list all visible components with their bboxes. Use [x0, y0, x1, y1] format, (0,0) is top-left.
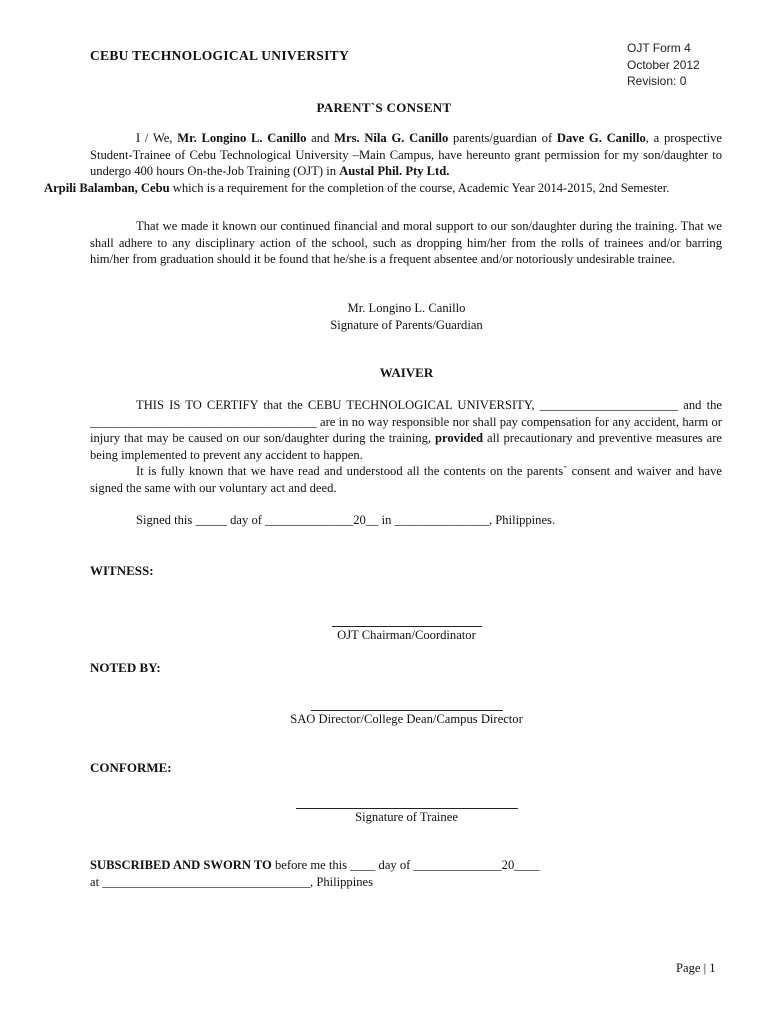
form-date: October 2012 — [627, 57, 700, 72]
text-run: THIS IS TO CERTIFY that the CEBU TECHNOLOGICAL UNIVERSITY, ______________________ and the ____________________________________ are in no way responsible nor shall pay compensation for any accident, harm or injury that may be caused on our son/daughter during the training, — [90, 398, 722, 446]
text-run: parents/guardian of — [448, 131, 557, 145]
emphasis-provided: provided — [435, 431, 484, 446]
noted-role: SAO Director/College Dean/Campus Director — [290, 712, 523, 726]
form-metadata — [627, 40, 700, 90]
signatory-label: Signature of Parents/Guardian — [330, 318, 483, 332]
consent-paragraph-1 — [44, 130, 722, 197]
sworn-line-1 — [90, 858, 539, 873]
mother-name: Mrs. Nila G. Canillo — [334, 131, 449, 145]
student-name: Dave G. Canillo — [556, 131, 646, 145]
text-run: , a prospective Student-Trainee of Cebu Technological University –Main Campus, have hereunto grant permission for my son/daughter to undergo 400 hours On-the-Job Training (OJT) in — [90, 131, 722, 179]
signatory-name: Mr. Longino L. Canillo — [347, 301, 466, 315]
text-run: which is a requirement for the completion of the course, Academic Year 2014-2015, 2nd Semester. — [169, 181, 670, 196]
university-name: CEBU TECHNOLOGICAL UNIVERSITY — [90, 48, 350, 63]
waiver-title: WAIVER — [379, 365, 434, 380]
consent-title: PARENT`S CONSENT — [316, 100, 452, 115]
waiver-paragraph-2: It is fully known that we have read and understood all the contents on the parents` consent and waiver and have signed the same with our voluntary act and deed. — [90, 464, 722, 495]
text-run: and — [306, 131, 335, 145]
trainee-signature-label: Signature of Trainee — [355, 810, 458, 824]
noted-by-label: NOTED BY: — [90, 660, 161, 675]
company-address: Arpili Balamban, Cebu — [44, 181, 170, 196]
father-name: Mr. Longino L. Canillo — [177, 131, 307, 145]
waiver-paragraph-1 — [90, 397, 722, 464]
text-run: all precautionary and preventive measures are being implemented to prevent any accident to happen. — [90, 431, 722, 463]
page-number: Page | 1 — [676, 961, 716, 975]
form-revision: Revision: 0 — [627, 74, 687, 88]
sworn-line-2: at _________________________________, Philippines — [90, 875, 374, 889]
form-number: OJT Form 4 — [627, 41, 691, 55]
witness-label: WITNESS: — [90, 563, 154, 578]
company-name: Austal Phil. Pty Ltd. — [339, 164, 450, 179]
signed-date-line: Signed this _____ day of ______________20__ in _______________, Philippines. — [136, 513, 556, 527]
conforme-label: CONFORME: — [90, 760, 172, 775]
text-run: before me this ____ day of ______________20____ — [271, 858, 540, 872]
consent-paragraph-2: That we made it known our continued financial and moral support to our son/daughter during the training. That we shall adhere to any disciplinary action of the school, such as dropping him/her from the rolls of trainees and/or barring him/her from graduation should it be found that he/she is a frequent absentee and/or notoriously undesirable trainee. — [90, 219, 722, 267]
text-run: I / We, — [136, 131, 178, 145]
sworn-label: SUBSCRIBED AND SWORN TO — [90, 858, 272, 872]
witness-role: OJT Chairman/Coordinator — [337, 628, 476, 642]
